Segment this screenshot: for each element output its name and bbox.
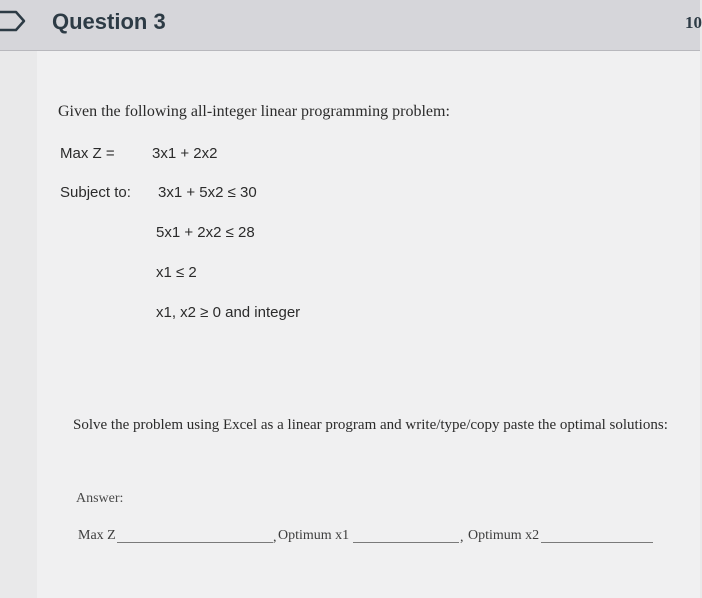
question-instruction: Solve the problem using Excel as a linear program and write/type/copy paste the optimal solutions:: [73, 417, 668, 433]
question-intro: Given the following all-integer linear programming problem:: [58, 103, 450, 120]
question-title: Question 3: [52, 9, 166, 34]
subject-to-label: Subject to:: [60, 184, 131, 201]
field-separator: ,: [273, 530, 277, 545]
optimum-x1-blank[interactable]: [353, 542, 459, 543]
max-z-label: Max Z: [78, 528, 116, 543]
answer-label: Answer:: [76, 491, 124, 506]
max-z-blank[interactable]: [117, 542, 273, 543]
optimum-x1-label: Optimum x1: [278, 528, 350, 543]
objective-label: Max Z =: [60, 145, 115, 162]
question-points: 10: [685, 13, 702, 32]
objective-expression: 3x1 + 2x2: [152, 145, 218, 162]
question-header: [0, 0, 700, 51]
field-separator: ,: [460, 530, 464, 545]
optimum-x2-blank[interactable]: [541, 542, 653, 543]
constraint-2: 5x1 + 2x2 ≤ 28: [156, 224, 255, 241]
flag-outline-icon[interactable]: [0, 10, 26, 32]
constraint-4: x1, x2 ≥ 0 and integer: [156, 304, 301, 321]
question-body: [37, 51, 700, 598]
constraint-3: x1 ≤ 2: [156, 264, 197, 281]
optimum-x2-label: Optimum x2: [468, 528, 540, 543]
constraint-1: 3x1 + 5x2 ≤ 30: [158, 184, 257, 201]
